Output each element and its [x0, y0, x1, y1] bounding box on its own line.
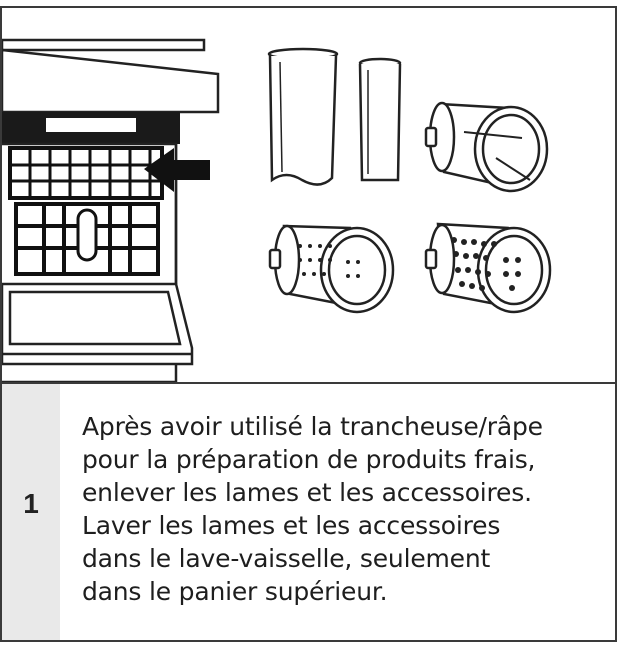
instruction-card [0, 6, 617, 642]
small-pusher-icon [360, 59, 400, 180]
fine-grater-drum-icon [426, 224, 550, 312]
coarse-shredder-drum-icon [270, 226, 393, 312]
food-pusher-icon [269, 49, 337, 185]
dishwasher-icon [2, 40, 218, 382]
slicing-drum-icon [426, 103, 547, 191]
step-number-cell [2, 384, 60, 640]
step-instruction-text: Après avoir utilisé la trancheuse/râpe pour la préparation de produits frais, enlever les lames et les accessoires. Laver les lames et les accessoires dans le lave-vaisselle, seulement dans le panier supérieur. [82, 412, 543, 606]
step-row [2, 384, 615, 640]
illustration-panel [2, 8, 615, 384]
illustration [2, 8, 615, 382]
step-number: 1 [23, 488, 39, 519]
